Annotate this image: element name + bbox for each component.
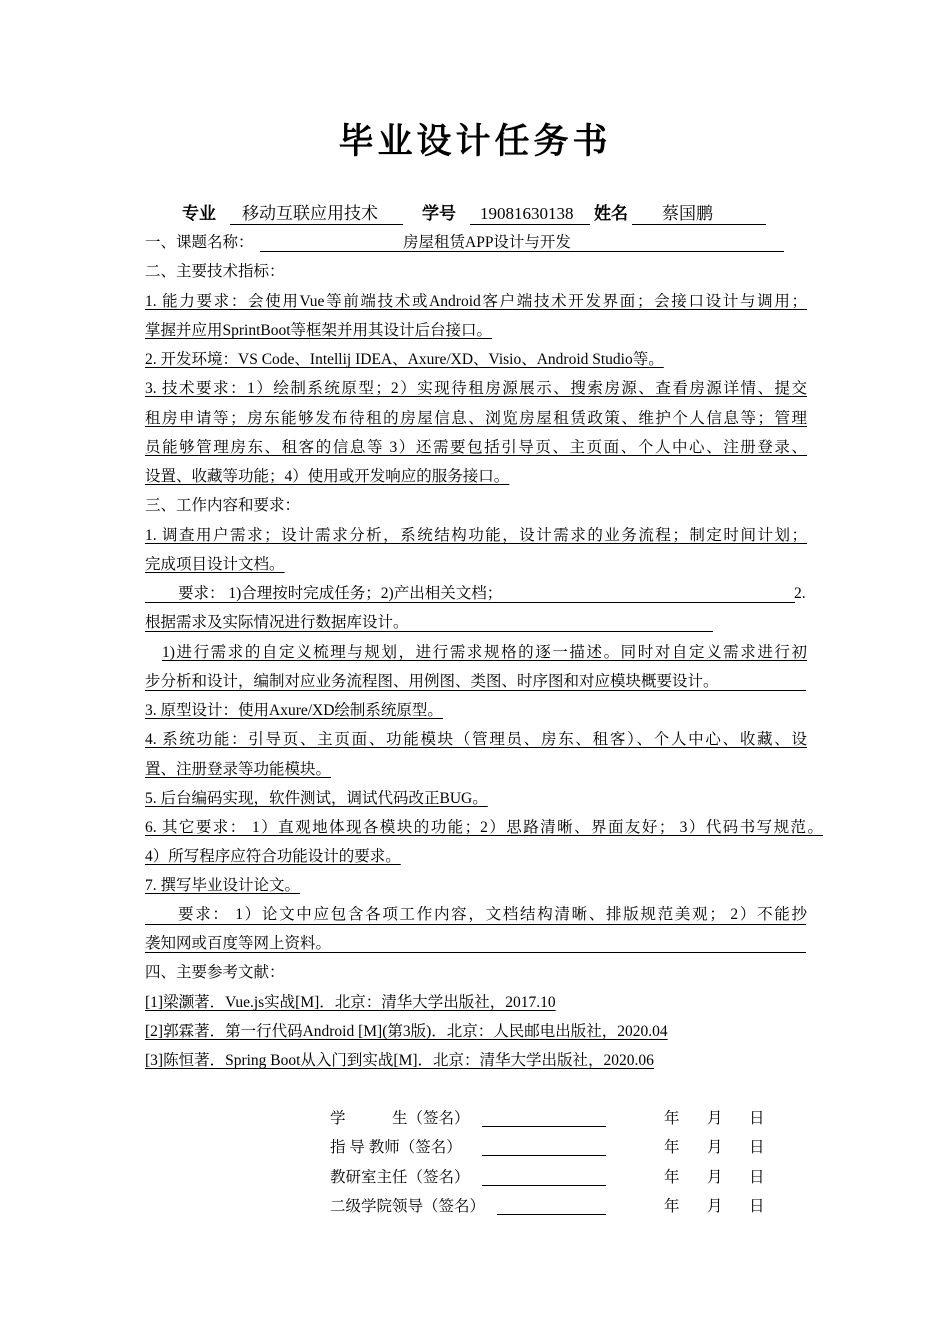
section-heading: 二、主要技术指标： — [145, 263, 285, 280]
major-underline — [230, 224, 403, 225]
student-id-underline — [470, 224, 590, 225]
signature-line — [482, 1185, 606, 1186]
date-day-label: 日 — [749, 1169, 765, 1186]
student-id-value: 19081630138 — [480, 204, 574, 223]
name-value: 蔡国鹏 — [662, 204, 713, 223]
signature-role: 二级学院领导（签名） — [330, 1198, 486, 1215]
paragraph-line: 要求： 1）论文中应包含各项工作内容，文档结构清晰、排版规范美观； 2）不能抄 — [178, 906, 807, 923]
paragraph-line: 3. 原型设计：使用Axure/XD绘制系统原型。 — [145, 702, 443, 719]
paragraph-line: 根据需求及实际情况进行数据库设计。 — [145, 614, 409, 631]
date-year-label: 年 — [664, 1110, 680, 1127]
student-id-label: 学号 — [422, 204, 456, 223]
signature-role: 指 导 教师（签名） — [330, 1139, 462, 1156]
line-underline — [145, 602, 795, 603]
paragraph-line: 租房申请等；房东能够发布待租的房屋信息、浏览房屋租赁政策、维护个人信息等；管理 — [145, 410, 807, 427]
paragraph-line: 置、注册登录等功能模块。 — [145, 761, 332, 778]
paragraph-line: 7. 撰写毕业设计论文。 — [145, 877, 301, 894]
paragraph-line: 2. 开发环境：VS Code、Intellij IDEA、Axure/XD、Visio、Android Studio等。 — [145, 351, 664, 368]
line-underline — [145, 631, 713, 632]
date-day-label: 日 — [749, 1198, 765, 1215]
reference-item: [3]陈恒著．Spring Boot从入门到实战[M]．北京：清华大学出版社，2020.06 — [145, 1052, 654, 1069]
section-heading: 三、工作内容和要求： — [145, 497, 301, 514]
major-value: 移动互联应用技术 — [242, 204, 378, 223]
paragraph-line: 员能够管理房东、租客的信息等 3）还需要包括引导页、主页面、个人中心、注册登录、 — [145, 439, 807, 456]
date-year-label: 年 — [664, 1139, 680, 1156]
paragraph-line: 袭知网或百度等网上资料。 — [145, 935, 332, 952]
paragraph-line: 1. 能力要求：会使用Vue等前端技术或Android客户端技术开发界面；会接口设计与调用； — [145, 293, 807, 310]
date-month-label: 月 — [707, 1139, 723, 1156]
date-year-label: 年 — [664, 1198, 680, 1215]
paragraph-line: 5. 后台编码实现，软件测试，调试代码改正BUG。 — [145, 790, 488, 807]
signature-line — [497, 1214, 606, 1215]
line-underline — [145, 924, 806, 925]
name-underline — [632, 224, 766, 225]
line-underline — [145, 952, 806, 953]
page-title: 毕业设计任务书 — [338, 122, 612, 162]
line-underline — [145, 690, 806, 691]
paragraph-line: 掌握并应用SprintBoot等框架并用其设计后台接口。 — [145, 322, 493, 339]
paragraph-line: 步分析和设计，编制对应业务流程图、用例图、类图、时序图和对应模块概要设计。 — [145, 673, 719, 690]
topic-label: 一、课题名称： — [145, 234, 254, 251]
topic-value: 房屋租赁APP设计与开发 — [403, 234, 571, 251]
paragraph-line: 4. 系统功能：引导页、主页面、功能模块（管理员、房东、租客）、个人中心、收藏、设 — [145, 731, 807, 748]
section-heading: 四、主要参考文献： — [145, 964, 285, 981]
date-day-label: 日 — [749, 1139, 765, 1156]
date-year-label: 年 — [664, 1169, 680, 1186]
signature-role: 教研室主任（签名） — [330, 1169, 470, 1186]
paragraph-line: 6. 其它要求： 1）直观地体现各模块的功能；2）思路清晰、界面友好； 3）代码书写规范。 — [145, 819, 823, 836]
paragraph-line: 2. — [794, 585, 806, 602]
paragraph-line: 3. 技术要求：1）绘制系统原型；2）实现待租房源展示、搜索房源、查看房源详情、提交 — [145, 380, 807, 397]
date-month-label: 月 — [707, 1169, 723, 1186]
signature-line — [482, 1126, 606, 1127]
paragraph-line: 完成项目设计文档。 — [145, 556, 285, 573]
paragraph-line: 要求： 1)合理按时完成任务；2)产出相关文档； — [178, 585, 503, 602]
reference-item: [2]郭霖著．第一行代码Android [M](第3版)．北京：人民邮电出版社，2020.04 — [145, 1023, 668, 1040]
paragraph-line: 4）所写程序应符合功能设计的要求。 — [145, 848, 401, 865]
signature-role: 学 生（签名） — [330, 1110, 470, 1127]
paragraph-line: 1)进行需求的自定义梳理与规划，进行需求规格的逐一描述。同时对自定义需求进行初 — [162, 644, 807, 661]
major-label: 专业 — [182, 204, 216, 223]
signature-line — [482, 1155, 606, 1156]
date-month-label: 月 — [707, 1198, 723, 1215]
reference-item: [1]梁灏著．Vue.js实战[M]．北京：清华大学出版社，2017.10 — [145, 994, 556, 1011]
name-label: 姓名 — [594, 204, 628, 223]
date-day-label: 日 — [749, 1110, 765, 1127]
date-month-label: 月 — [707, 1110, 723, 1127]
paragraph-line: 1. 调查用户需求；设计需求分析，系统结构功能，设计需求的业务流程；制定时间计划； — [145, 527, 807, 544]
paragraph-line: 设置、收藏等功能；4）使用或开发响应的服务接口。 — [145, 468, 510, 485]
topic-underline — [260, 251, 784, 252]
